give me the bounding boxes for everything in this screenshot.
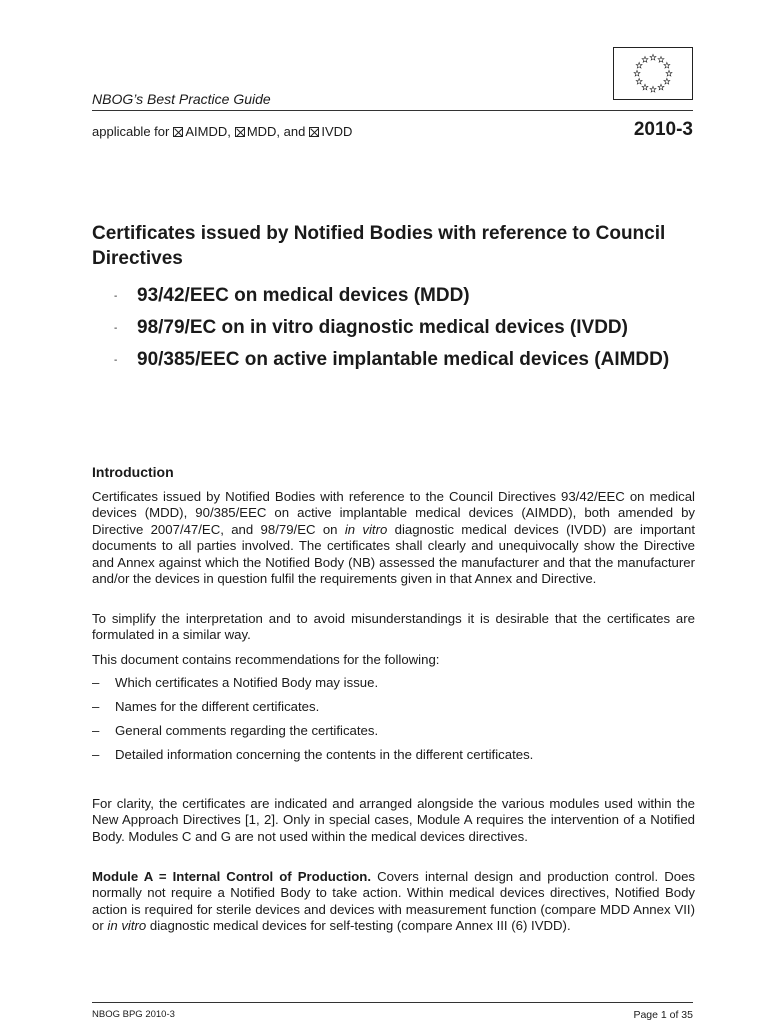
module-a-text: Covers internal design and production control. Does normally not require a Notified Body to take action. Within medical devices directives, Notified Body action is required for sterile devices and devices with measurement function (compare MDD Annex VII) or <box>92 869 696 934</box>
bullet-dash: - <box>114 291 118 302</box>
star-icon <box>664 62 670 68</box>
eu-stars-circle <box>614 48 692 99</box>
list-item-text: General comments regarding the certificates. <box>115 723 379 738</box>
star-icon <box>642 57 648 63</box>
checked-box-icon <box>235 127 245 137</box>
page-number: Page 1 of 35 <box>633 1009 693 1021</box>
directive-list <box>92 283 692 379</box>
directive-item <box>92 315 692 340</box>
intro-paragraph-2: To simplify the interpretation and to avoid misunderstandings it is desirable that the certificates are formulated in a similar way. <box>92 611 695 643</box>
recommendation-list <box>92 675 695 771</box>
intro-paragraph-3: This document contains recommendations for the following: <box>92 652 440 667</box>
intro-paragraph-4: For clarity, the certificates are indicated and arranged alongside the various modules used within the New Approach Directives [1, 2]. Only in special cases, Module A requires the intervention of a Notified Body. Modules C and G are not used within the medical devices directives. <box>92 796 695 844</box>
bullet-dash: – <box>92 723 100 738</box>
star-icon <box>650 54 656 60</box>
intro-paragraph-1 <box>92 489 695 587</box>
applicable-aimdd: AIMDD, <box>185 124 231 139</box>
checked-box-icon <box>173 127 183 137</box>
intro-p1-italic: in vitro <box>344 521 388 537</box>
directive-item <box>92 283 692 308</box>
star-icon <box>650 86 656 92</box>
star-icon <box>658 84 664 90</box>
list-item-text: Which certificates a Notified Body may issue. <box>115 675 379 690</box>
eu-flag-icon <box>613 47 693 100</box>
applicable-prefix: applicable for <box>92 124 170 139</box>
list-item <box>92 699 695 715</box>
directive-text: 98/79/EC on in vitro diagnostic medical devices (IVDD) <box>137 317 628 338</box>
intro-p1-text: Certificates issued by Notified Bodies with reference to the Council Directives 93/42/EEC on medical devices (MDD), 90/385/EEC on active implantable medical devices (AIMDD), both amended by Directive 2007/47/EC, and 98/79/EC on <box>92 489 695 537</box>
directive-item <box>92 347 692 372</box>
directive-text: 93/42/EEC on medical devices (MDD) <box>137 285 470 306</box>
star-icon <box>642 84 648 90</box>
bullet-dash: - <box>114 355 118 366</box>
bullet-dash: – <box>92 747 100 762</box>
module-a-paragraph <box>92 869 695 935</box>
applicable-ivdd: IVDD <box>321 124 353 139</box>
guide-title: NBOG’s Best Practice Guide <box>92 91 271 107</box>
footer-divider <box>92 1002 693 1003</box>
star-icon <box>636 62 642 68</box>
bullet-dash: – <box>92 699 100 714</box>
footer-doc-id: NBOG BPG 2010-3 <box>92 1009 175 1020</box>
directive-text: 90/385/EEC on active implantable medical devices (AIMDD) <box>137 349 670 370</box>
bullet-dash: – <box>92 675 100 690</box>
module-a-italic: in vitro <box>107 918 147 934</box>
applicable-mdd: MDD, and <box>246 124 306 139</box>
star-icon <box>658 57 664 63</box>
star-icon <box>636 78 642 84</box>
list-item-text: Names for the different certificates. <box>115 699 320 714</box>
introduction-heading: Introduction <box>92 464 174 480</box>
list-item <box>92 747 695 763</box>
list-item <box>92 675 695 691</box>
list-item <box>92 723 695 739</box>
star-icon <box>634 70 640 76</box>
applicable-line <box>92 124 352 139</box>
star-icon <box>666 70 672 76</box>
document-title: Certificates issued by Notified Bodies with reference to Council Directives <box>92 223 666 269</box>
checked-box-icon <box>309 127 319 137</box>
intro-p1-text-cont: diagnostic medical devices (IVDD) are important documents to all parties involved. The certificates shall clearly and unequivocally show the Directive and Annex against which the Notified Body (NB) assessed the manufacturer and that the manufacturer and/or the devices in question fulfil the requirements given in that Annex and Directive. <box>92 521 696 587</box>
header-divider <box>92 110 693 111</box>
module-a-text-cont: diagnostic medical devices for self-testing (compare Annex III (6) IVDD). <box>146 918 571 934</box>
star-icon <box>664 78 670 84</box>
document-number: 2010-3 <box>633 119 693 140</box>
list-item-text: Detailed information concerning the contents in the different certificates. <box>115 747 534 762</box>
bullet-dash: - <box>114 323 118 334</box>
module-a-label: Module A = Internal Control of Production. <box>92 869 372 884</box>
